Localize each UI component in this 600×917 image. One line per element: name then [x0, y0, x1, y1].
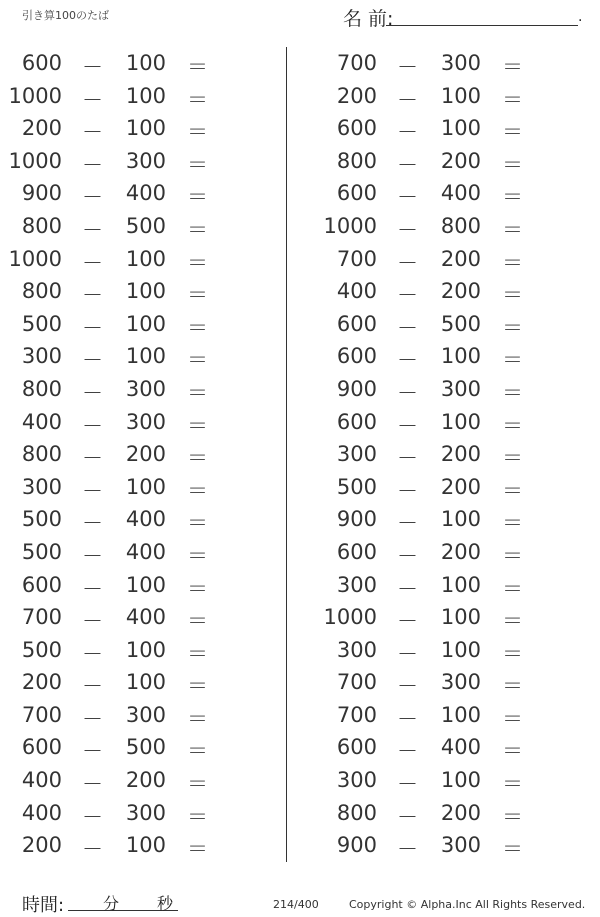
- equals-sign: ＝: [502, 609, 523, 634]
- equals-sign: ＝: [502, 641, 523, 666]
- equals-sign: ＝: [187, 674, 208, 699]
- minus-sign: －: [82, 446, 103, 471]
- problem-row: [315, 146, 575, 179]
- minuend: 800: [336, 800, 377, 825]
- minuend: 1000: [8, 83, 62, 108]
- problem-column-right: [315, 48, 575, 863]
- minus-sign: －: [397, 446, 418, 471]
- subtrahend: 100: [125, 311, 166, 336]
- problem-row: [315, 407, 575, 440]
- subtrahend: 100: [440, 768, 481, 793]
- problem-row: [0, 276, 260, 309]
- minuend: 600: [21, 735, 62, 760]
- name-write-line: [386, 25, 578, 26]
- equals-sign: ＝: [502, 120, 523, 145]
- minuend: 700: [336, 51, 377, 75]
- problem-row: [315, 667, 575, 700]
- minus-sign: －: [397, 543, 418, 568]
- minus-sign: －: [397, 739, 418, 764]
- minuend: 1000: [323, 605, 377, 630]
- problem-row: [0, 602, 260, 635]
- equals-sign: ＝: [502, 315, 523, 340]
- equals-sign: ＝: [502, 772, 523, 797]
- subtrahend: 100: [440, 507, 481, 532]
- problem-row: [0, 178, 260, 211]
- equals-sign: ＝: [502, 446, 523, 471]
- minus-sign: －: [82, 120, 103, 145]
- subtrahend: 200: [440, 539, 481, 564]
- minus-sign: －: [397, 120, 418, 145]
- equals-sign: ＝: [187, 87, 208, 112]
- minus-sign: －: [397, 804, 418, 829]
- problem-row: [315, 602, 575, 635]
- problem-row: [315, 178, 575, 211]
- minuend: 400: [336, 279, 377, 304]
- problem-row: [0, 667, 260, 700]
- problem-row: [0, 830, 260, 863]
- minuend: 900: [336, 376, 377, 401]
- problem-row: [315, 276, 575, 309]
- problem-row: [0, 309, 260, 342]
- minus-sign: －: [397, 152, 418, 177]
- minus-sign: －: [82, 804, 103, 829]
- minuend: 800: [336, 148, 377, 173]
- equals-sign: ＝: [187, 511, 208, 536]
- equals-sign: ＝: [502, 804, 523, 829]
- equals-sign: ＝: [502, 250, 523, 275]
- problem-row: [0, 732, 260, 765]
- minuend: 600: [336, 116, 377, 141]
- problem-row: [0, 439, 260, 472]
- problem-row: [315, 700, 575, 733]
- minus-sign: －: [397, 772, 418, 797]
- minus-sign: －: [397, 706, 418, 731]
- subtrahend: 100: [125, 833, 166, 858]
- minuend: 600: [336, 539, 377, 564]
- subtrahend: 100: [440, 605, 481, 630]
- equals-sign: ＝: [187, 55, 208, 79]
- problem-row: [0, 244, 260, 277]
- equals-sign: ＝: [502, 837, 523, 862]
- problem-row: [0, 635, 260, 668]
- equals-sign: ＝: [187, 380, 208, 405]
- minuend: 1000: [323, 213, 377, 238]
- minuend: 300: [336, 768, 377, 793]
- problem-row: [315, 537, 575, 570]
- subtrahend: 400: [125, 507, 166, 532]
- minus-sign: －: [397, 380, 418, 405]
- subtrahend: 200: [125, 768, 166, 793]
- problem-row: [0, 48, 260, 81]
- minuend: 200: [21, 670, 62, 695]
- subtrahend: 100: [440, 409, 481, 434]
- minus-sign: －: [82, 674, 103, 699]
- subtrahend: 100: [125, 637, 166, 662]
- minus-sign: －: [82, 87, 103, 112]
- equals-sign: ＝: [187, 837, 208, 862]
- minuend: 700: [336, 670, 377, 695]
- subtrahend: 200: [440, 474, 481, 499]
- problem-row: [0, 146, 260, 179]
- problem-row: [0, 798, 260, 831]
- minus-sign: －: [82, 217, 103, 242]
- minus-sign: －: [82, 152, 103, 177]
- subtrahend: 200: [125, 442, 166, 467]
- subtrahend: 300: [440, 833, 481, 858]
- problem-row: [315, 374, 575, 407]
- subtrahend: 100: [440, 116, 481, 141]
- equals-sign: ＝: [187, 348, 208, 373]
- minus-sign: －: [82, 55, 103, 79]
- subtrahend: 100: [125, 279, 166, 304]
- minuend: 800: [21, 442, 62, 467]
- subtrahend: 500: [125, 213, 166, 238]
- problem-row: [0, 341, 260, 374]
- minus-sign: －: [82, 576, 103, 601]
- minuend: 600: [336, 344, 377, 369]
- minuend: 800: [21, 376, 62, 401]
- minuend: 200: [21, 116, 62, 141]
- minus-sign: －: [397, 674, 418, 699]
- subtrahend: 500: [125, 735, 166, 760]
- subtrahend: 300: [125, 148, 166, 173]
- equals-sign: ＝: [502, 87, 523, 112]
- problem-row: [315, 472, 575, 505]
- minus-sign: －: [397, 609, 418, 634]
- minus-sign: －: [397, 185, 418, 210]
- minus-sign: －: [82, 511, 103, 536]
- equals-sign: ＝: [187, 283, 208, 308]
- subtrahend: 400: [125, 539, 166, 564]
- minuend: 900: [336, 507, 377, 532]
- minus-sign: －: [82, 315, 103, 340]
- problem-row: [315, 309, 575, 342]
- minuend: 300: [21, 344, 62, 369]
- worksheet-title: 引き算100のたば: [22, 9, 109, 22]
- subtrahend: 200: [440, 442, 481, 467]
- minus-sign: －: [82, 837, 103, 862]
- subtrahend: 200: [440, 246, 481, 271]
- subtrahend: 200: [440, 148, 481, 173]
- minus-sign: －: [82, 380, 103, 405]
- subtrahend: 400: [440, 181, 481, 206]
- minuend: 200: [336, 83, 377, 108]
- subtrahend: 100: [440, 702, 481, 727]
- minuend: 500: [21, 311, 62, 336]
- minuend: 800: [21, 279, 62, 304]
- equals-sign: ＝: [502, 511, 523, 536]
- equals-sign: ＝: [502, 543, 523, 568]
- minuend: 800: [21, 213, 62, 238]
- subtrahend: 300: [440, 670, 481, 695]
- subtrahend: 100: [440, 572, 481, 597]
- equals-sign: ＝: [502, 413, 523, 438]
- minuend: 300: [21, 474, 62, 499]
- equals-sign: ＝: [502, 348, 523, 373]
- subtrahend: 200: [440, 279, 481, 304]
- copyright-notice: Copyright © Alpha.Inc All Rights Reserved.: [349, 898, 586, 911]
- minus-sign: －: [397, 348, 418, 373]
- subtrahend: 300: [125, 800, 166, 825]
- minus-sign: －: [397, 413, 418, 438]
- subtrahend: 500: [440, 311, 481, 336]
- minus-sign: －: [82, 641, 103, 666]
- minuend: 500: [21, 637, 62, 662]
- column-divider: [286, 47, 287, 862]
- minuend: 700: [336, 702, 377, 727]
- subtrahend: 400: [125, 181, 166, 206]
- minus-sign: －: [82, 185, 103, 210]
- problem-row: [315, 81, 575, 114]
- seconds-label: 秒: [157, 894, 174, 913]
- minuend: 500: [21, 539, 62, 564]
- minus-sign: －: [397, 511, 418, 536]
- minus-sign: －: [82, 413, 103, 438]
- problem-row: [315, 244, 575, 277]
- equals-sign: ＝: [187, 706, 208, 731]
- minuend: 700: [21, 702, 62, 727]
- minuend: 500: [21, 507, 62, 532]
- subtrahend: 100: [125, 572, 166, 597]
- equals-sign: ＝: [187, 609, 208, 634]
- minuend: 900: [336, 833, 377, 858]
- problem-row: [0, 765, 260, 798]
- problem-row: [315, 798, 575, 831]
- minus-sign: －: [397, 283, 418, 308]
- subtrahend: 800: [440, 213, 481, 238]
- equals-sign: ＝: [187, 772, 208, 797]
- equals-sign: ＝: [502, 576, 523, 601]
- equals-sign: ＝: [187, 185, 208, 210]
- problem-row: [315, 211, 575, 244]
- subtrahend: 100: [125, 474, 166, 499]
- problem-column-left: [0, 48, 260, 863]
- problem-row: [0, 407, 260, 440]
- problem-row: [315, 48, 575, 81]
- subtrahend: 300: [125, 409, 166, 434]
- subtrahend: 300: [125, 376, 166, 401]
- minus-sign: －: [397, 478, 418, 503]
- minuend: 400: [21, 768, 62, 793]
- problem-row: [0, 374, 260, 407]
- minuend: 300: [336, 637, 377, 662]
- minuend: 300: [336, 572, 377, 597]
- equals-sign: ＝: [187, 543, 208, 568]
- minus-sign: －: [397, 315, 418, 340]
- subtrahend: 200: [440, 800, 481, 825]
- minus-sign: －: [82, 609, 103, 634]
- minuend: 300: [336, 442, 377, 467]
- name-line-end: .: [578, 9, 583, 25]
- problem-row: [0, 570, 260, 603]
- subtrahend: 100: [125, 116, 166, 141]
- equals-sign: ＝: [187, 413, 208, 438]
- problem-row: [315, 765, 575, 798]
- equals-sign: ＝: [502, 55, 523, 79]
- problem-row: [0, 537, 260, 570]
- subtrahend: 100: [125, 246, 166, 271]
- equals-sign: ＝: [502, 217, 523, 242]
- problem-row: [315, 113, 575, 146]
- problem-row: [315, 570, 575, 603]
- problem-row: [0, 113, 260, 146]
- equals-sign: ＝: [187, 120, 208, 145]
- equals-sign: ＝: [502, 185, 523, 210]
- equals-sign: ＝: [502, 478, 523, 503]
- minuend: 600: [336, 409, 377, 434]
- equals-sign: ＝: [502, 152, 523, 177]
- equals-sign: ＝: [187, 250, 208, 275]
- minus-sign: －: [82, 739, 103, 764]
- page-number: 214/400: [273, 898, 319, 911]
- minuend: 500: [336, 474, 377, 499]
- minus-sign: －: [397, 837, 418, 862]
- minuend: 600: [21, 572, 62, 597]
- subtrahend: 100: [125, 344, 166, 369]
- minus-sign: －: [82, 706, 103, 731]
- subtrahend: 100: [125, 51, 166, 75]
- equals-sign: ＝: [187, 217, 208, 242]
- minuend: 900: [21, 181, 62, 206]
- equals-sign: ＝: [187, 478, 208, 503]
- equals-sign: ＝: [187, 152, 208, 177]
- minuend: 1000: [8, 246, 62, 271]
- equals-sign: ＝: [502, 380, 523, 405]
- equals-sign: ＝: [187, 804, 208, 829]
- minuend: 600: [336, 311, 377, 336]
- time-label: 時間:: [22, 895, 65, 916]
- subtrahend: 400: [440, 735, 481, 760]
- equals-sign: ＝: [502, 674, 523, 699]
- problem-row: [0, 504, 260, 537]
- minuend: 200: [21, 833, 62, 858]
- minuend: 400: [21, 800, 62, 825]
- minus-sign: －: [397, 55, 418, 79]
- minuend: 700: [21, 605, 62, 630]
- minus-sign: －: [82, 348, 103, 373]
- minuend: 600: [336, 735, 377, 760]
- minus-sign: －: [397, 641, 418, 666]
- minuend: 700: [336, 246, 377, 271]
- equals-sign: ＝: [502, 283, 523, 308]
- problem-row: [315, 341, 575, 374]
- minus-sign: －: [82, 543, 103, 568]
- equals-sign: ＝: [187, 641, 208, 666]
- problem-row: [315, 830, 575, 863]
- problem-row: [0, 81, 260, 114]
- minus-sign: －: [397, 217, 418, 242]
- equals-sign: ＝: [502, 739, 523, 764]
- problem-row: [315, 635, 575, 668]
- equals-sign: ＝: [187, 739, 208, 764]
- subtrahend: 100: [440, 637, 481, 662]
- problem-row: [315, 504, 575, 537]
- subtrahend: 300: [440, 51, 481, 75]
- subtrahend: 100: [125, 670, 166, 695]
- minus-sign: －: [397, 576, 418, 601]
- minuend: 600: [336, 181, 377, 206]
- subtrahend: 100: [440, 344, 481, 369]
- subtrahend: 300: [125, 702, 166, 727]
- minus-sign: －: [82, 478, 103, 503]
- problem-row: [0, 472, 260, 505]
- minus-sign: －: [82, 772, 103, 797]
- equals-sign: ＝: [502, 706, 523, 731]
- problem-row: [315, 732, 575, 765]
- minutes-label: 分: [103, 894, 120, 913]
- minus-sign: －: [397, 87, 418, 112]
- problem-row: [0, 700, 260, 733]
- equals-sign: ＝: [187, 576, 208, 601]
- minus-sign: －: [397, 250, 418, 275]
- problem-row: [315, 439, 575, 472]
- equals-sign: ＝: [187, 315, 208, 340]
- subtrahend: 100: [125, 83, 166, 108]
- minus-sign: －: [82, 250, 103, 275]
- problem-row: [0, 211, 260, 244]
- equals-sign: ＝: [187, 446, 208, 471]
- minus-sign: －: [82, 283, 103, 308]
- subtrahend: 400: [125, 605, 166, 630]
- minuend: 400: [21, 409, 62, 434]
- minuend: 600: [21, 51, 62, 75]
- minuend: 1000: [8, 148, 62, 173]
- subtrahend: 300: [440, 376, 481, 401]
- name-label: 名 前:: [343, 8, 394, 30]
- subtrahend: 100: [440, 83, 481, 108]
